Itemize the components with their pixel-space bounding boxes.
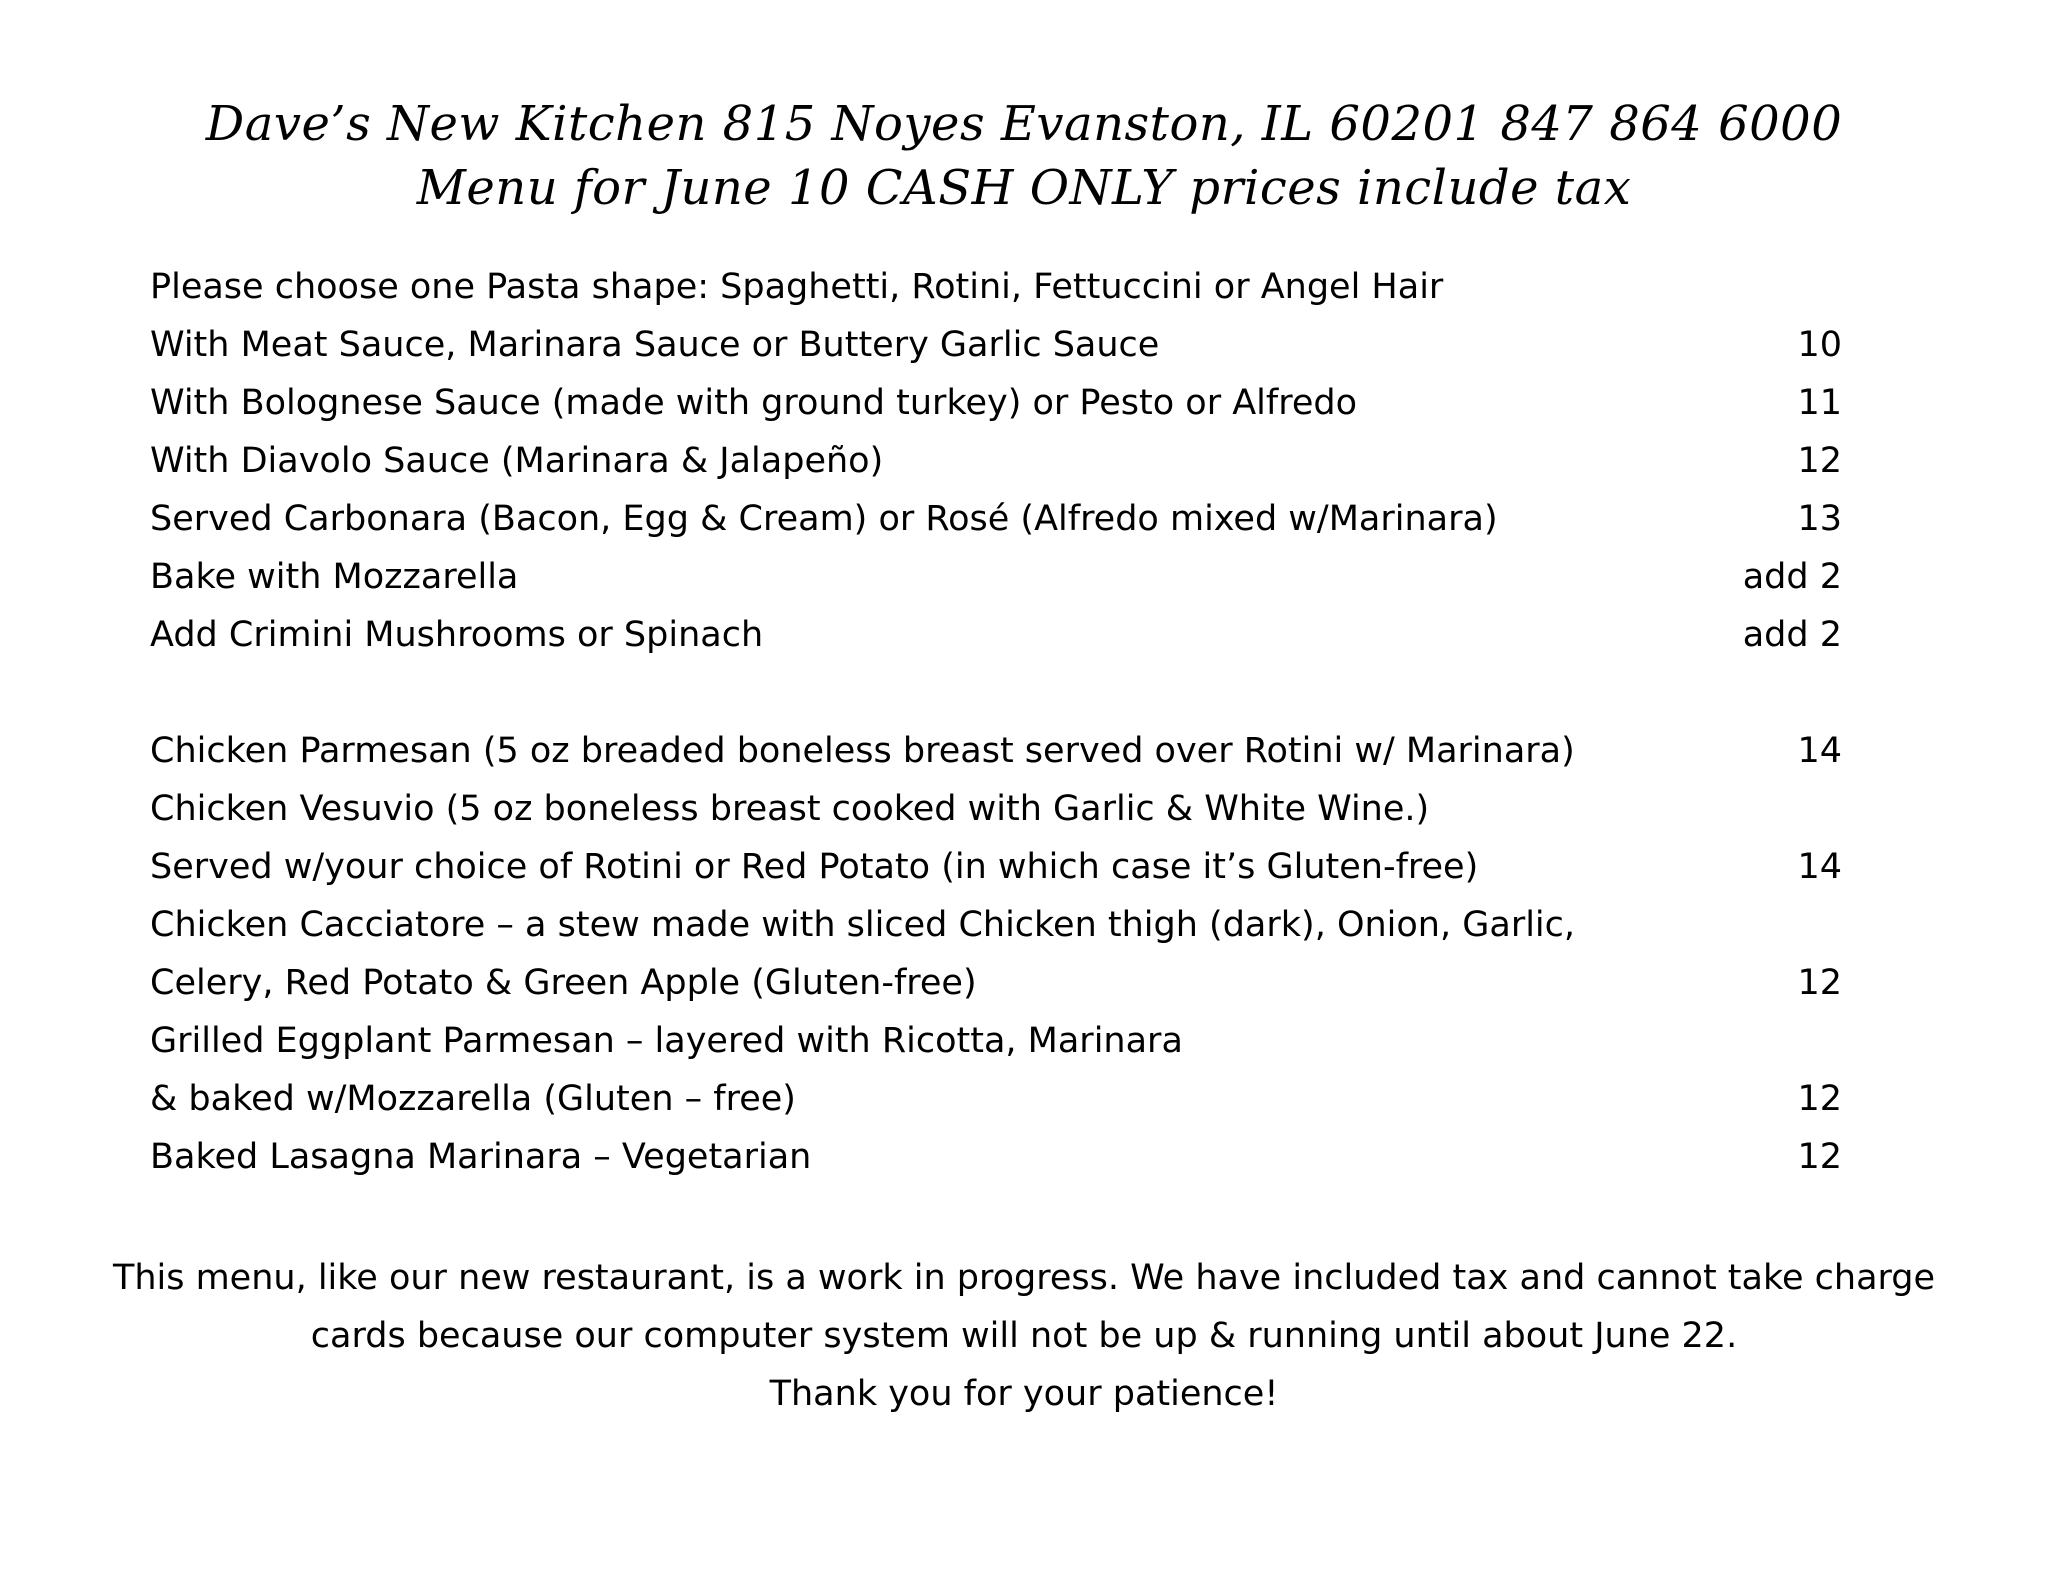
menu-item-description: Chicken Cacciatore – a stew made with sliced Chicken thigh (dark), Onion, Garlic, [150,905,1576,945]
menu-header [0,92,2048,220]
menu-item-price: add 2 [1742,615,1842,655]
menu-item-price: 12 [1797,1137,1842,1177]
menu-item [150,1070,1842,1128]
menu-item [150,896,1842,954]
menu-item [150,374,1842,432]
menu-item-description: Add Crimini Mushrooms or Spinach [150,615,764,655]
menu-item-description: Bake with Mozzarella [150,557,519,597]
menu-item-price: 12 [1797,441,1842,481]
menu-item-price: 11 [1797,383,1842,423]
menu-item-price: 12 [1797,1079,1842,1119]
menu-item [150,258,1842,316]
menu-item-price: add 2 [1742,557,1842,597]
menu-item [150,780,1842,838]
footer-line: cards because our computer system will not be up & running until about June 22. [310,1316,1738,1356]
footer-line: This menu, like our new restaurant, is a work in progress. We have included tax and cannot take charge [112,1258,1936,1298]
menu-item-description: With Diavolo Sauce (Marinara & Jalapeño) [150,441,884,481]
restaurant-title: Dave’s New Kitchen 815 Noyes Evanston, IL 60201 847 864 6000 [205,96,1843,152]
menu-item [150,954,1842,1012]
section-spacer [150,664,1842,722]
menu-item-description: Please choose one Pasta shape: Spaghetti, Rotini, Fettuccini or Angel Hair [150,267,1444,307]
menu-item-description: Celery, Red Potato & Green Apple (Gluten-free) [150,963,977,1003]
menu-item-description: Baked Lasagna Marinara – Vegetarian [150,1137,812,1177]
menu-item-description: Served Carbonara (Bacon, Egg & Cream) or Rosé (Alfredo mixed w/Marinara) [150,499,1498,539]
menu-item-price: 14 [1797,731,1842,771]
menu-item [150,548,1842,606]
menu-item [150,432,1842,490]
footer-thanks: Thank you for your patience! [769,1374,1279,1414]
menu-item [150,316,1842,374]
menu-item-description: & baked w/Mozzarella (Gluten – free) [150,1079,796,1119]
menu-item-description: With Bolognese Sauce (made with ground turkey) or Pesto or Alfredo [150,383,1358,423]
menu-item [150,1012,1842,1070]
menu-item-description: Served w/your choice of Rotini or Red Potato (in which case it’s Gluten-free) [150,847,1479,887]
menu-item-description: Grilled Eggplant Parmesan – layered with Ricotta, Marinara [150,1021,1183,1061]
menu-item-price: 14 [1797,847,1842,887]
menu-item [150,722,1842,780]
menu-subtitle: Menu for June 10 CASH ONLY prices include tax [416,160,1632,216]
menu-item-description: With Meat Sauce, Marinara Sauce or Buttery Garlic Sauce [150,325,1160,365]
menu-item [150,606,1842,664]
menu-item-description: Chicken Parmesan (5 oz breaded boneless breast served over Rotini w/ Marinara) [150,731,1575,771]
menu-item [150,1128,1842,1186]
menu-footer-note [0,1249,2048,1423]
menu-item [150,490,1842,548]
menu-item-price: 13 [1797,499,1842,539]
menu-list [150,258,1842,1186]
menu-item-description: Chicken Vesuvio (5 oz boneless breast cooked with Garlic & White Wine.) [150,789,1430,829]
menu-item-price: 12 [1797,963,1842,1003]
menu-item-price: 10 [1797,325,1842,365]
menu-item [150,838,1842,896]
